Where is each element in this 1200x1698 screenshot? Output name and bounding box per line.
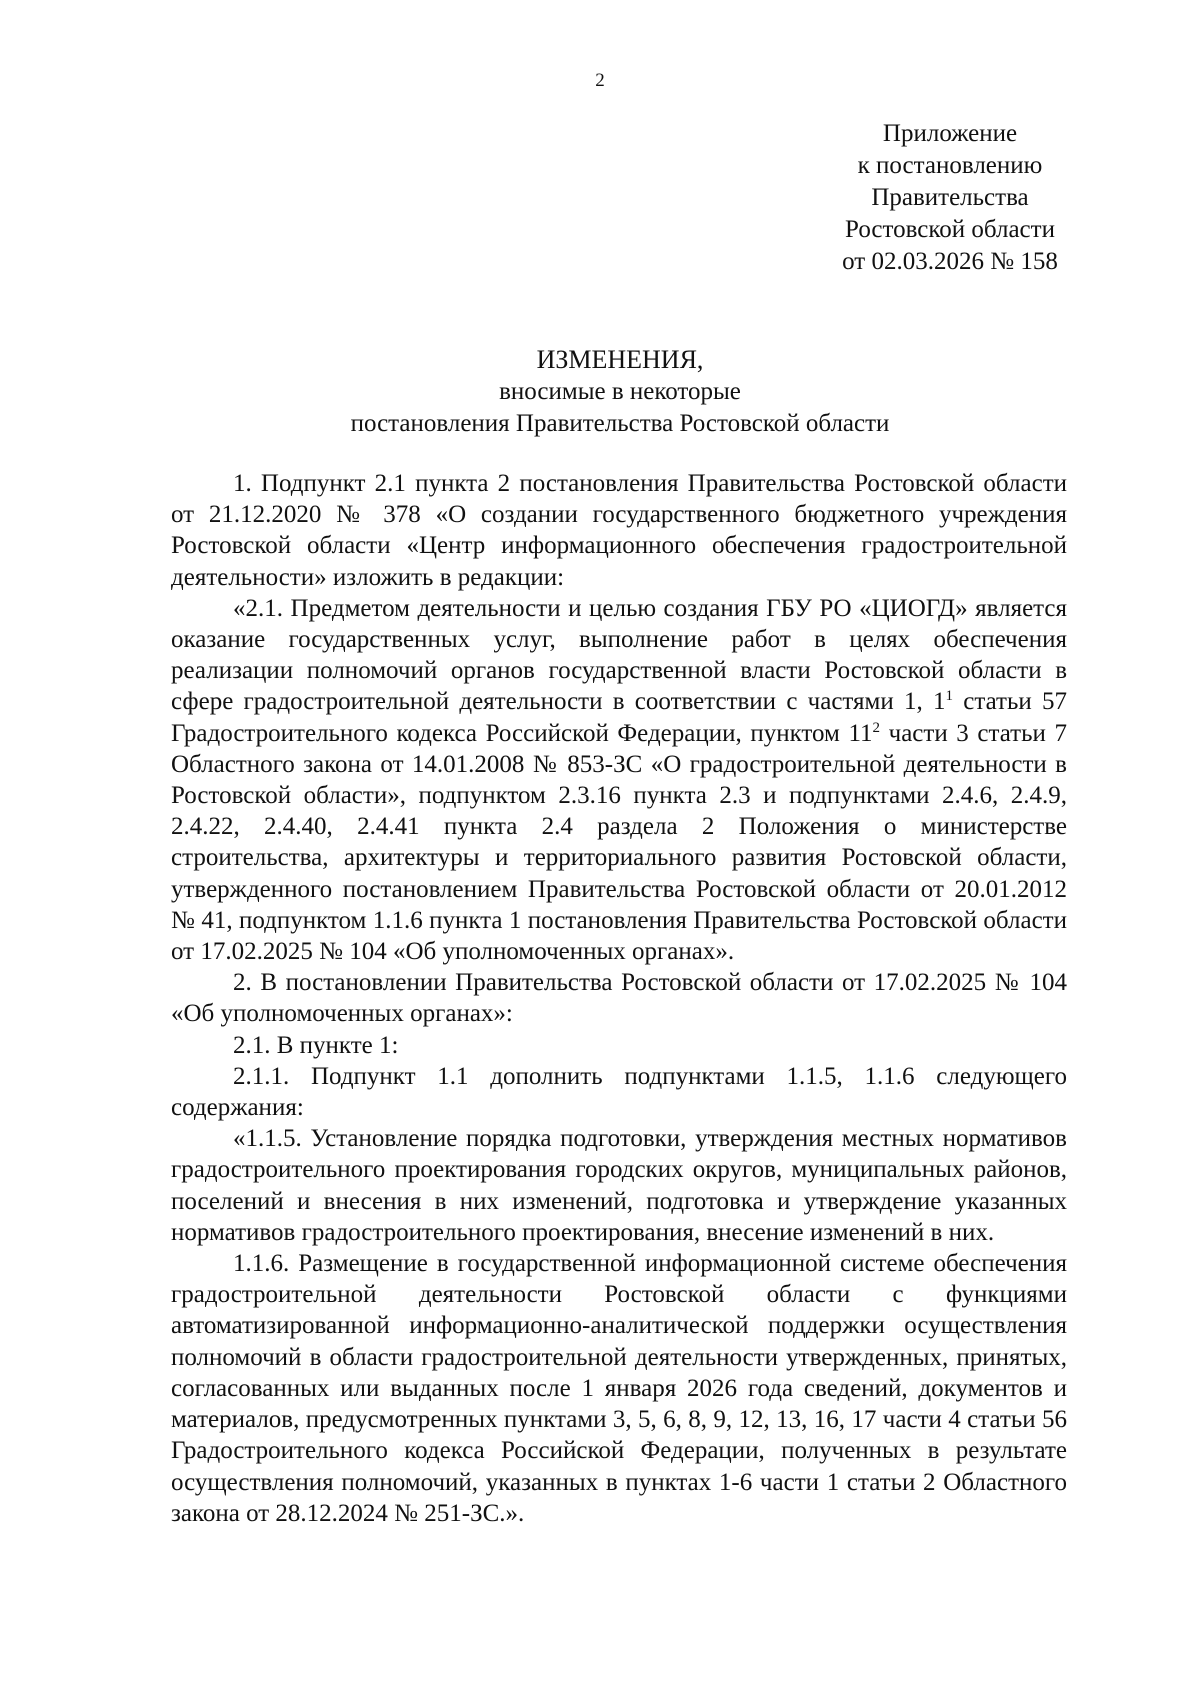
appendix-header — [820, 118, 1080, 278]
title-main: ИЗМЕНЕНИЯ, — [536, 345, 704, 374]
appendix-line: Приложение — [882, 120, 1018, 147]
paragraph-3: 2. В постановлении Правительства Ростовской области от 17.02.2025 № 104 «Об уполномоченных органах»: — [171, 969, 1067, 1028]
paragraph-7: 1.1.6. Размещение в государственной информационной системе обеспечения градостроительной деятельности Ростовской области с функциями автоматизированной информационно-аналитической поддержки осуществления полномочий в области градостроительной деятельности утвержденных, принятых, согласованных или выданных после 1 января 2026 года сведений, документов и материалов, предусмотренных пунктами 3, 5, 6, 8, 9, 12, 13, 16, 17 части 4 статьи 56 Градостроительного кодекса Российской Федерации, полученных в результате осуществления полномочий, указанных в пунктах 1-6 части 1 статьи 2 Областного закона от 28.12.2024 № 251-ЗС.». — [171, 1250, 1067, 1527]
paragraph-2-part: «2.1. Предметом деятельности и целью создания ГБУ РО «ЦИОГД» является оказание государственных услуг, выполнение работ в целях обеспечения реализации полномочий органов государственной власти Ростовской области в сфере градостроительной деятельности в соответствии с частями 1, 1 — [171, 594, 1067, 716]
title-subtitle: вносимые в некоторые — [499, 378, 741, 405]
appendix-line: к постановлению — [857, 152, 1043, 179]
document-title — [170, 344, 1070, 440]
paragraph-1: 1. Подпункт 2.1 пункта 2 постановления Правительства Ростовской области от 21.12.2020 № 378 «О создании государственного бюджетного учреждения Ростовской области «Центр информационного обеспечения градостроительной деятельности» изложить в редакции: — [171, 470, 1067, 591]
appendix-line: Правительства — [871, 184, 1029, 211]
paragraph-2 — [171, 593, 1067, 967]
paragraph-5: 2.1.1. Подпункт 1.1 дополнить подпунктами 1.1.5, 1.1.6 следующего содержания: — [171, 1062, 1067, 1122]
document-body — [171, 468, 1067, 1529]
paragraph-2-part: статьи 57 Градостроительного кодекса Российской Федерации, пунктом 11 — [171, 688, 1067, 747]
appendix-date-number: от 02.03.2026 № 158 — [842, 248, 1058, 275]
superscript: 1 — [945, 688, 953, 705]
appendix-line: Ростовской области — [845, 216, 1055, 243]
superscript: 2 — [872, 719, 881, 736]
paragraph-6: «1.1.5. Установление порядка подготовки, утверждения местных нормативов градостроительного проектирования городских округов, муниципальных районов, поселений и внесения в них изменений, подготовка и утверждение указанных нормативов градостроительного проектирования, внесение изменений в них. — [171, 1125, 1067, 1246]
page-number: 2 — [595, 70, 605, 91]
title-subtitle: постановления Правительства Ростовской области — [350, 410, 890, 437]
paragraph-4: 2.1. В пункте 1: — [233, 1031, 399, 1059]
paragraph-2-part: части 3 статьи 7 Областного закона от 14.01.2008 № 853-ЗС «О градостроительной деятельности в Ростовской области», подпунктом 2.3.16 пункта 2.3 и подпунктами 2.4.6, 2.4.9, 2.4.22, 2.4.40, 2.4.41 пункта 2.4 раздела 2 Положения о министерстве строительства, архитектуры и территориального развития Ростовской области, утвержденного постановлением Правительства Ростовской области от 20.01.2012 № 41, подпунктом 1.1.6 пункта 1 постановления Правительства Ростовской области от 17.02.2025 № 104 «Об уполномоченных органах». — [171, 719, 1067, 966]
